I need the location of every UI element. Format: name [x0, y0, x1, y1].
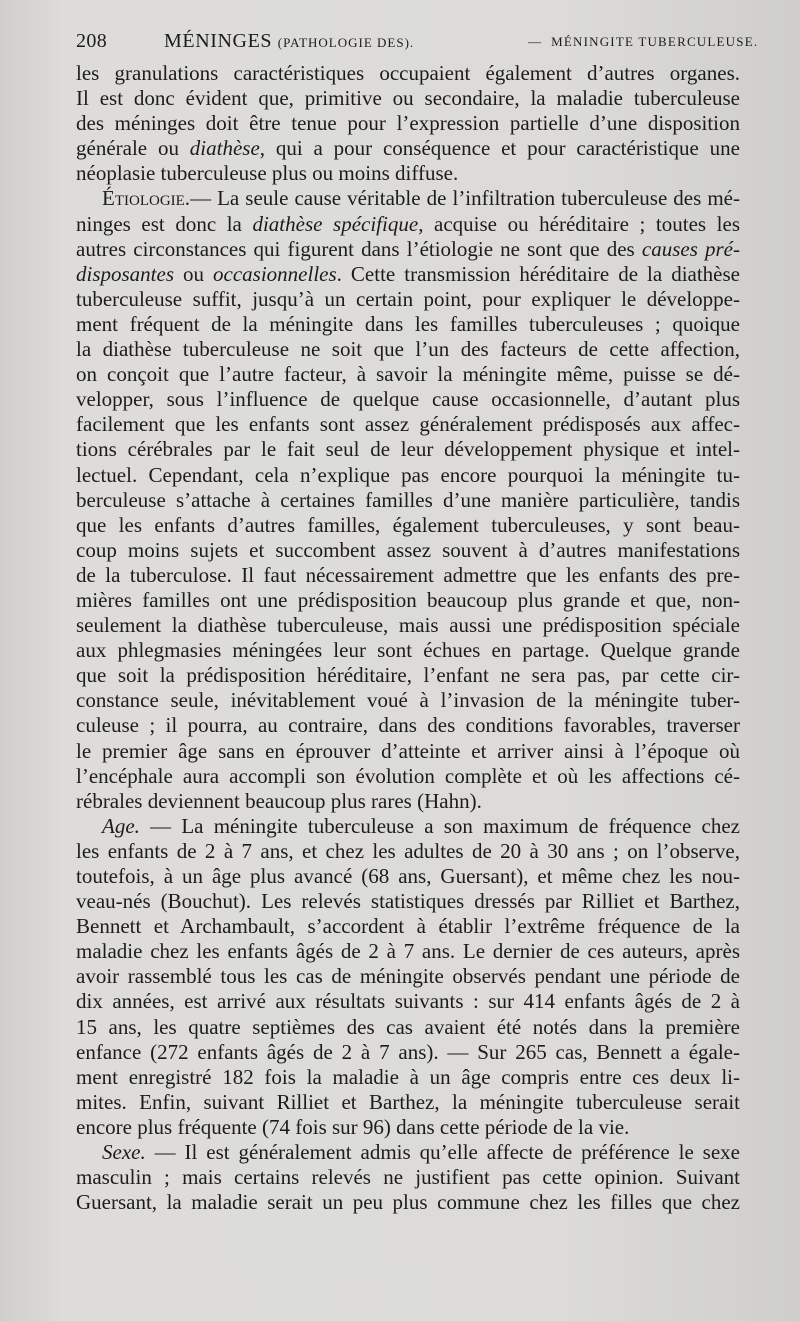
text-line: les enfants de 2 à 7 ans, et chez les adultes de 20 à 30 ans ; on l’observe,	[76, 838, 740, 863]
text-line: berculeuse s’attache à certaines familles d’une manière particulière, tandis	[76, 487, 740, 512]
text-line: tuberculeuse suffit, jusqu’à un certain point, pour expliquer le développe-	[76, 286, 740, 311]
text-line: ment enregistré 182 fois la maladie à un âge compris entre ces deux li-	[76, 1064, 740, 1089]
text-line: Il est donc évident que, primitive ou secondaire, la maladie tuberculeuse	[76, 86, 740, 111]
text-line: velopper, sous l’influence de quelque cause occasionnelle, d’autant plus	[76, 387, 740, 412]
chapter-title-main: MÉNINGES	[164, 30, 273, 52]
text-line: veau-nés (Bouchut). Les relevés statistiques dressés par Rilliet et Barthez,	[76, 889, 740, 914]
text-run: — Il est généralement admis qu’elle affecte de préférence le sexe	[145, 1140, 740, 1165]
text-line: toutefois, à un âge plus avancé (68 ans, Guersant), et même chez les nou-	[76, 864, 740, 888]
text-line	[76, 136, 740, 161]
section-title: MÉNINGITE TUBERCULEUSE.	[551, 34, 759, 49]
text-line: Bennett et Archambault, s’accordent à établir l’extrême fréquence de la	[76, 914, 740, 939]
text-run: — La seule cause véritable de l’infiltration tuberculeuse des mé-	[190, 186, 740, 211]
text-line: la diathèse tuberculeuse ne soit que l’un des facteurs de cette affection,	[76, 337, 740, 362]
text-line	[76, 237, 740, 262]
header-dash: —	[528, 34, 543, 49]
text-run: — La méningite tuberculeuse a son maximum de fréquence chez	[139, 813, 740, 838]
text-line	[76, 186, 740, 211]
text-line: aux phlegmasies méningées leur sont échues en partage. Quelque grande	[76, 638, 740, 663]
text-line: mites. Enfin, suivant Rilliet et Barthez, la méningite tuberculeuse serait	[76, 1089, 740, 1114]
italic-term: occasionnelles	[213, 261, 337, 286]
italic-term: disposantes	[76, 261, 175, 286]
text-run: ninges est donc la	[76, 211, 253, 236]
text-line	[76, 262, 740, 287]
text-run: ou	[174, 261, 214, 286]
text-line: on conçoit que l’autre facteur, à savoir la méningite même, puisse se dé-	[76, 362, 740, 387]
text-line: facilement que les enfants sont assez généralement prédisposés aux affec-	[76, 412, 740, 437]
text-line: que les enfants d’autres familles, également tuberculeuses, y sont beau-	[76, 512, 740, 537]
italic-term: diathèse	[189, 136, 260, 161]
text-line: néoplasie tuberculeuse plus ou moins diffuse.	[76, 161, 459, 186]
text-line: seulement la diathèse tuberculeuse, mais aussi une prédisposition spéciale	[76, 613, 740, 638]
text-line: encore plus fréquente (74 fois sur 96) dans cette période de la vie.	[76, 1114, 630, 1139]
text-line: les granulations caractéristiques occupaient également d’autres organes.	[76, 61, 740, 85]
text-line	[76, 1140, 740, 1165]
italic-term: diathèse spécifique	[252, 211, 419, 236]
text-run: générale ou	[76, 136, 190, 161]
text-line: coup moins sujets et succombent assez souvent à d’autres manifestations	[76, 537, 740, 562]
text-run: autres circonstances qui figurent dans l’étiologie ne sont que des	[76, 236, 642, 261]
text-line: maladie chez les enfants âgés de 2 à 7 ans. Le dernier de ces auteurs, après	[76, 939, 740, 964]
running-header	[76, 30, 759, 58]
text-line: mières familles ont une prédisposition beaucoup plus grande et que, non-	[76, 587, 740, 612]
text-run: , acquise ou héréditaire ; toutes les	[418, 211, 740, 236]
text-line: lectuel. Cependant, cela n’explique pas encore pourquoi la méningite tu-	[76, 462, 740, 487]
text-line: masculin ; mais certains relevés ne justifient pas cette opinion. Suivant	[76, 1165, 740, 1190]
section-heading: Sexe.	[102, 1140, 146, 1165]
text-line	[76, 212, 740, 237]
chapter-title	[164, 30, 414, 53]
text-line: des méninges doit être tenue pour l’expression partielle d’une disposition	[76, 111, 740, 136]
text-line: avoir rassemblé tous les cas de méningite observés pendant une période de	[76, 964, 740, 989]
italic-term: causes pré-	[641, 236, 740, 261]
text-line: culeuse ; il pourra, au contraire, dans des conditions favorables, traverser	[76, 713, 740, 738]
text-line: de la tuberculose. Il faut nécessairement admettre que les enfants des pre-	[76, 562, 740, 587]
text-line: 15 ans, les quatre septièmes des cas avaient été notés dans la première	[76, 1014, 740, 1039]
text-line: ment fréquent de la méningite dans les familles tuberculeuses ; quoique	[76, 311, 740, 336]
section-heading: Age.	[102, 813, 140, 838]
page-number: 208	[76, 30, 108, 52]
text-line: que soit la prédisposition héréditaire, l’enfant ne sera pas, par cette cir-	[76, 663, 740, 688]
section-heading: Étiologie.	[102, 186, 191, 211]
text-line: Guersant, la maladie serait un peu plus commune chez les filles que chez	[76, 1190, 740, 1215]
running-title	[528, 34, 758, 50]
text-line: tions cérébrales par le fait seul de leur développement physique et intel-	[76, 437, 740, 462]
chapter-subtitle: (PATHOLOGIE DES).	[277, 35, 415, 50]
text-run: , qui a pour conséquence et pour caractéristique une	[259, 136, 740, 161]
text-line: dix années, est arrivé aux résultats suivants : sur 414 enfants âgés de 2 à	[76, 989, 740, 1014]
text-line	[76, 814, 740, 839]
text-line: rébrales deviennent beaucoup plus rares (Hahn).	[76, 788, 482, 813]
text-run: . Cette transmission héréditaire de la diathèse	[336, 261, 740, 286]
text-line: constance seule, inévitablement voué à l’invasion de la méningite tuber-	[76, 688, 740, 713]
text-line: enfance (272 enfants âgés de 2 à 7 ans). — Sur 265 cas, Bennett a égale-	[76, 1039, 740, 1064]
text-line: le premier âge sans en éprouver d’atteinte et arriver ainsi à l’époque où	[76, 738, 740, 763]
text-line: l’encéphale aura accompli son évolution complète et où les affections cé-	[76, 763, 740, 788]
body-text	[76, 61, 740, 1215]
